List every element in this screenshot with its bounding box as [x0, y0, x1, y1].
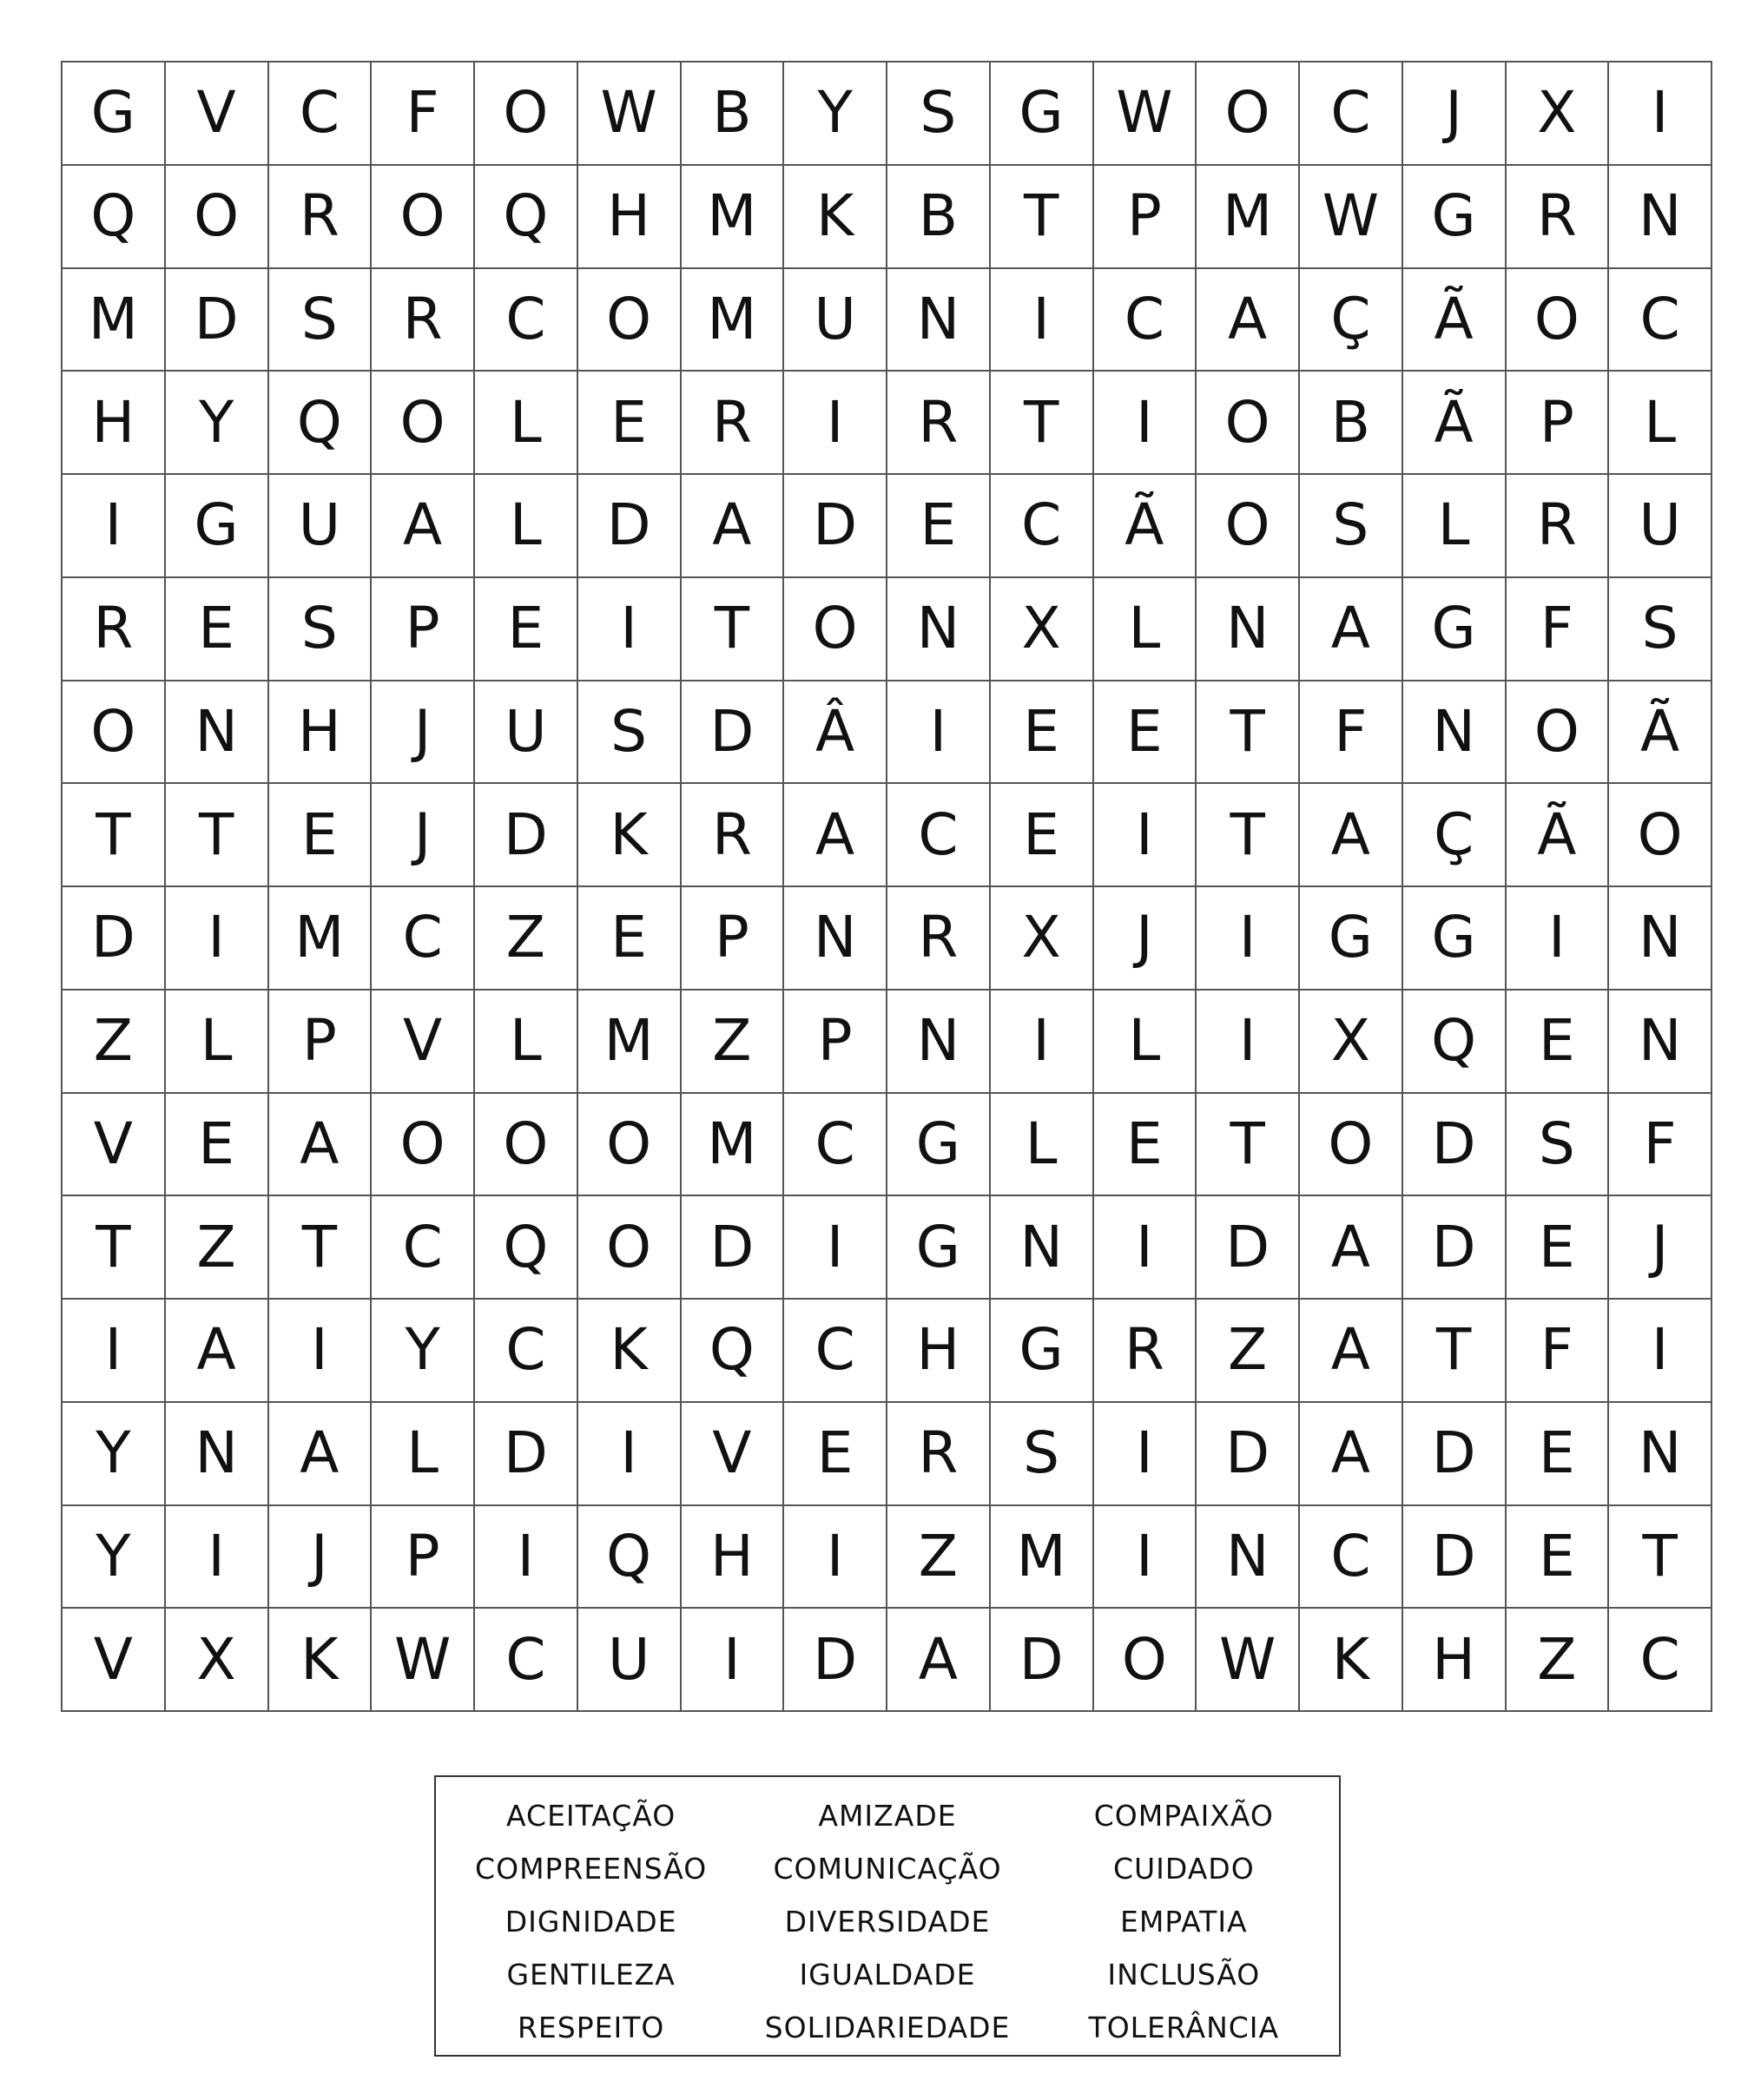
grid-cell[interactable]: X — [166, 1609, 269, 1712]
grid-cell[interactable]: C — [887, 784, 991, 887]
grid-cell[interactable]: I — [991, 991, 1094, 1094]
grid-cell[interactable]: S — [1507, 1094, 1610, 1197]
grid-cell[interactable]: Ã — [1609, 681, 1712, 785]
grid-cell[interactable]: I — [1507, 887, 1610, 991]
grid-cell[interactable]: G — [1403, 166, 1507, 269]
grid-cell[interactable]: C — [784, 1300, 887, 1403]
word-bank-item: CUIDADO — [1112, 1852, 1255, 1886]
grid-cell[interactable]: G — [1300, 887, 1403, 991]
grid-cell[interactable]: O — [372, 1094, 475, 1197]
grid-cell[interactable]: E — [1507, 1506, 1610, 1610]
grid-cell[interactable]: D — [1403, 1094, 1507, 1197]
grid-cell[interactable]: I — [63, 475, 166, 578]
grid-cell[interactable]: I — [1609, 1300, 1712, 1403]
grid-cell[interactable]: I — [784, 372, 887, 475]
grid-cell[interactable]: S — [991, 1403, 1094, 1506]
word-bank — [434, 1775, 1341, 2057]
grid-cell[interactable]: W — [372, 1609, 475, 1712]
grid-cell[interactable]: T — [1197, 681, 1300, 785]
grid-cell[interactable]: D — [1403, 1506, 1507, 1610]
grid-cell[interactable]: N — [991, 1196, 1094, 1300]
grid-cell[interactable]: Ã — [1403, 269, 1507, 372]
grid-cell[interactable]: E — [1507, 1403, 1610, 1506]
grid-cell[interactable]: Ã — [1403, 372, 1507, 475]
grid-cell[interactable]: F — [1300, 681, 1403, 785]
grid-cell[interactable]: R — [887, 1403, 991, 1506]
grid-cell[interactable]: G — [887, 1196, 991, 1300]
grid-cell[interactable]: O — [784, 578, 887, 681]
grid-cell[interactable]: J — [372, 681, 475, 785]
grid-cell[interactable]: I — [578, 1403, 682, 1506]
grid-cell[interactable]: I — [1094, 1196, 1197, 1300]
grid-cell[interactable]: U — [475, 681, 578, 785]
grid-cell[interactable]: A — [269, 1403, 373, 1506]
grid-cell[interactable]: J — [1609, 1196, 1712, 1300]
grid-cell[interactable]: B — [887, 166, 991, 269]
grid-cell[interactable]: O — [1197, 475, 1300, 578]
grid-cell[interactable]: V — [372, 991, 475, 1094]
grid-cell[interactable]: G — [991, 63, 1094, 166]
grid-cell[interactable]: W — [578, 63, 682, 166]
grid-cell[interactable]: L — [1609, 372, 1712, 475]
grid-cell[interactable]: X — [1507, 63, 1610, 166]
grid-cell[interactable]: Ç — [1300, 269, 1403, 372]
grid-cell[interactable]: R — [372, 269, 475, 372]
grid-cell[interactable]: L — [991, 1094, 1094, 1197]
grid-cell[interactable]: N — [1403, 681, 1507, 785]
grid-cell[interactable]: I — [887, 681, 991, 785]
grid-cell[interactable]: M — [63, 269, 166, 372]
grid-cell[interactable]: Y — [63, 1506, 166, 1610]
grid-cell[interactable]: L — [372, 1403, 475, 1506]
grid-cell[interactable]: X — [991, 578, 1094, 681]
grid-cell[interactable]: H — [269, 681, 373, 785]
grid-cell[interactable]: H — [1403, 1609, 1507, 1712]
grid-cell[interactable]: N — [166, 681, 269, 785]
grid-cell[interactable]: C — [1300, 63, 1403, 166]
grid-cell[interactable]: N — [1197, 578, 1300, 681]
grid-cell[interactable]: G — [63, 63, 166, 166]
grid-cell[interactable]: T — [1609, 1506, 1712, 1610]
grid-cell[interactable]: Ã — [1507, 784, 1610, 887]
grid-cell[interactable]: O — [1507, 269, 1610, 372]
letter-grid — [61, 61, 1712, 1712]
grid-cell[interactable]: Q — [578, 1506, 682, 1610]
grid-cell[interactable]: Q — [475, 166, 578, 269]
grid-cell[interactable]: O — [63, 681, 166, 785]
grid-cell[interactable]: R — [887, 372, 991, 475]
grid-cell[interactable]: R — [682, 784, 785, 887]
grid-cell[interactable]: F — [1507, 1300, 1610, 1403]
grid-cell[interactable]: O — [166, 166, 269, 269]
grid-cell[interactable]: T — [63, 1196, 166, 1300]
grid-cell[interactable]: E — [475, 578, 578, 681]
word-bank-item: IGUALDADE — [799, 1958, 976, 1991]
word-bank-item: ACEITAÇÃO — [506, 1799, 676, 1833]
grid-cell[interactable]: A — [1300, 784, 1403, 887]
grid-cell[interactable]: Y — [784, 63, 887, 166]
grid-cell[interactable]: C — [784, 1094, 887, 1197]
grid-cell[interactable]: Z — [682, 991, 785, 1094]
grid-cell[interactable]: A — [1300, 1403, 1403, 1506]
grid-cell[interactable]: C — [372, 1196, 475, 1300]
grid-cell[interactable]: C — [269, 63, 373, 166]
grid-cell[interactable]: S — [1300, 475, 1403, 578]
grid-cell[interactable]: D — [63, 887, 166, 991]
grid-cell[interactable]: T — [166, 784, 269, 887]
grid-cell[interactable]: B — [1300, 372, 1403, 475]
grid-cell[interactable]: J — [1094, 887, 1197, 991]
grid-cell[interactable]: T — [991, 166, 1094, 269]
grid-cell[interactable]: N — [784, 887, 887, 991]
grid-cell[interactable]: V — [63, 1609, 166, 1712]
grid-cell[interactable]: L — [475, 475, 578, 578]
grid-cell[interactable]: J — [269, 1506, 373, 1610]
grid-cell[interactable]: A — [166, 1300, 269, 1403]
grid-cell[interactable]: S — [269, 578, 373, 681]
grid-cell[interactable]: Q — [1403, 991, 1507, 1094]
grid-cell[interactable]: T — [1403, 1300, 1507, 1403]
grid-cell[interactable]: A — [1300, 1300, 1403, 1403]
grid-cell[interactable]: C — [475, 1300, 578, 1403]
grid-cell[interactable]: S — [269, 269, 373, 372]
grid-cell[interactable]: D — [784, 1609, 887, 1712]
grid-cell[interactable]: M — [1197, 166, 1300, 269]
grid-cell[interactable]: D — [1197, 1403, 1300, 1506]
grid-cell[interactable]: W — [1197, 1609, 1300, 1712]
grid-cell[interactable]: I — [1094, 1506, 1197, 1610]
grid-cell[interactable]: R — [63, 578, 166, 681]
grid-cell[interactable]: I — [166, 1506, 269, 1610]
grid-cell[interactable]: C — [1094, 269, 1197, 372]
grid-cell[interactable]: Z — [887, 1506, 991, 1610]
grid-cell[interactable]: D — [682, 1196, 785, 1300]
grid-cell[interactable]: I — [578, 578, 682, 681]
grid-cell[interactable]: A — [1197, 269, 1300, 372]
grid-cell[interactable]: B — [682, 63, 785, 166]
grid-cell[interactable]: M — [682, 166, 785, 269]
grid-cell[interactable]: N — [1609, 887, 1712, 991]
grid-cell[interactable]: D — [166, 269, 269, 372]
grid-cell[interactable]: T — [269, 1196, 373, 1300]
grid-cell[interactable]: R — [682, 372, 785, 475]
grid-cell[interactable]: T — [1197, 784, 1300, 887]
grid-cell[interactable]: U — [1609, 475, 1712, 578]
grid-cell[interactable]: I — [166, 887, 269, 991]
grid-cell[interactable]: A — [372, 475, 475, 578]
grid-cell[interactable]: C — [475, 269, 578, 372]
grid-cell[interactable]: W — [1094, 63, 1197, 166]
grid-cell[interactable]: I — [1094, 372, 1197, 475]
grid-cell[interactable]: L — [475, 372, 578, 475]
grid-cell[interactable]: I — [63, 1300, 166, 1403]
grid-cell[interactable]: P — [784, 991, 887, 1094]
grid-cell[interactable]: E — [166, 1094, 269, 1197]
grid-cell[interactable]: H — [887, 1300, 991, 1403]
grid-cell[interactable]: A — [1300, 578, 1403, 681]
grid-cell[interactable]: L — [1403, 475, 1507, 578]
grid-cell[interactable]: L — [1094, 991, 1197, 1094]
grid-cell[interactable]: V — [63, 1094, 166, 1197]
grid-cell[interactable]: C — [1609, 269, 1712, 372]
grid-cell[interactable]: S — [1609, 578, 1712, 681]
grid-cell[interactable]: T — [1197, 1094, 1300, 1197]
grid-cell[interactable]: E — [578, 887, 682, 991]
grid-cell[interactable]: Â — [784, 681, 887, 785]
grid-cell[interactable]: D — [1197, 1196, 1300, 1300]
grid-cell[interactable]: A — [1300, 1196, 1403, 1300]
grid-cell[interactable]: N — [887, 269, 991, 372]
grid-cell[interactable]: I — [269, 1300, 373, 1403]
grid-cell[interactable]: F — [1609, 1094, 1712, 1197]
grid-cell[interactable]: P — [1094, 166, 1197, 269]
grid-cell[interactable]: U — [578, 1609, 682, 1712]
grid-cell[interactable]: X — [991, 887, 1094, 991]
grid-cell[interactable]: D — [578, 475, 682, 578]
grid-cell[interactable]: G — [991, 1300, 1094, 1403]
grid-cell[interactable]: E — [1507, 1196, 1610, 1300]
word-bank-item: SOLIDARIEDADE — [764, 2011, 1011, 2044]
grid-cell[interactable]: E — [1094, 1094, 1197, 1197]
grid-cell[interactable]: D — [784, 475, 887, 578]
grid-cell[interactable]: E — [166, 578, 269, 681]
grid-cell[interactable]: P — [682, 887, 785, 991]
grid-cell[interactable]: G — [166, 475, 269, 578]
grid-cell[interactable]: R — [1507, 166, 1610, 269]
grid-cell[interactable]: D — [682, 681, 785, 785]
grid-cell[interactable]: Q — [475, 1196, 578, 1300]
grid-cell[interactable]: N — [887, 578, 991, 681]
grid-cell[interactable]: X — [1300, 991, 1403, 1094]
grid-cell[interactable]: I — [1609, 63, 1712, 166]
grid-cell[interactable]: N — [1197, 1506, 1300, 1610]
grid-cell[interactable]: I — [1094, 784, 1197, 887]
grid-cell[interactable]: Z — [166, 1196, 269, 1300]
grid-cell[interactable]: F — [372, 63, 475, 166]
word-bank-item: COMPREENSÃO — [475, 1852, 708, 1886]
grid-cell[interactable]: Z — [63, 991, 166, 1094]
grid-cell[interactable]: I — [991, 269, 1094, 372]
grid-cell[interactable]: O — [475, 63, 578, 166]
grid-cell[interactable]: Y — [166, 372, 269, 475]
word-bank-item: COMPAIXÃO — [1093, 1799, 1274, 1833]
grid-cell[interactable]: I — [1197, 991, 1300, 1094]
grid-cell[interactable]: O — [1507, 681, 1610, 785]
grid-cell[interactable]: I — [784, 1506, 887, 1610]
grid-cell[interactable]: J — [1403, 63, 1507, 166]
grid-cell[interactable]: K — [1300, 1609, 1403, 1712]
grid-cell[interactable]: N — [1609, 166, 1712, 269]
grid-cell[interactable]: K — [578, 1300, 682, 1403]
grid-cell[interactable]: A — [682, 475, 785, 578]
grid-cell[interactable]: Z — [1507, 1609, 1610, 1712]
word-bank-item: EMPATIA — [1120, 1905, 1248, 1939]
grid-cell[interactable]: E — [991, 681, 1094, 785]
grid-cell[interactable]: C — [1300, 1506, 1403, 1610]
grid-cell[interactable]: P — [269, 991, 373, 1094]
grid-cell[interactable]: D — [991, 1609, 1094, 1712]
grid-cell[interactable]: Y — [63, 1403, 166, 1506]
grid-cell[interactable]: C — [372, 887, 475, 991]
grid-cell[interactable]: F — [1507, 578, 1610, 681]
grid-cell[interactable]: O — [1094, 1609, 1197, 1712]
grid-cell[interactable]: E — [991, 784, 1094, 887]
grid-cell[interactable]: O — [1197, 63, 1300, 166]
grid-cell[interactable]: A — [784, 784, 887, 887]
grid-cell[interactable]: R — [1507, 475, 1610, 578]
grid-cell[interactable]: P — [372, 578, 475, 681]
grid-cell[interactable]: E — [578, 372, 682, 475]
grid-cell[interactable]: E — [1094, 681, 1197, 785]
grid-cell[interactable]: O — [1300, 1094, 1403, 1197]
grid-cell[interactable]: S — [887, 63, 991, 166]
grid-cell[interactable]: S — [578, 681, 682, 785]
grid-cell[interactable]: Z — [475, 887, 578, 991]
grid-cell[interactable]: R — [269, 166, 373, 269]
grid-cell[interactable]: R — [887, 887, 991, 991]
grid-cell[interactable]: R — [1094, 1300, 1197, 1403]
grid-cell[interactable]: H — [63, 372, 166, 475]
grid-cell[interactable]: N — [1609, 1403, 1712, 1506]
grid-cell[interactable]: E — [1507, 991, 1610, 1094]
word-bank-item: RESPEITO — [517, 2011, 665, 2044]
grid-cell[interactable]: E — [887, 475, 991, 578]
grid-cell[interactable]: A — [269, 1094, 373, 1197]
grid-cell[interactable]: U — [269, 475, 373, 578]
grid-cell[interactable]: L — [1094, 578, 1197, 681]
grid-cell[interactable]: L — [166, 991, 269, 1094]
grid-cell[interactable]: H — [682, 1506, 785, 1610]
grid-cell[interactable]: D — [475, 784, 578, 887]
grid-cell[interactable]: Z — [1197, 1300, 1300, 1403]
grid-cell[interactable]: Ç — [1403, 784, 1507, 887]
grid-cell[interactable]: D — [1403, 1196, 1507, 1300]
grid-cell[interactable]: J — [372, 784, 475, 887]
grid-cell[interactable]: I — [475, 1506, 578, 1610]
grid-cell[interactable]: N — [887, 991, 991, 1094]
grid-cell[interactable]: C — [475, 1609, 578, 1712]
grid-cell[interactable]: A — [887, 1609, 991, 1712]
grid-cell[interactable]: N — [166, 1403, 269, 1506]
word-bank-item: DIVERSIDADE — [784, 1905, 991, 1939]
word-bank-item: DIGNIDADE — [505, 1905, 677, 1939]
grid-cell[interactable]: N — [1609, 991, 1712, 1094]
grid-cell[interactable]: T — [63, 784, 166, 887]
grid-cell[interactable]: P — [372, 1506, 475, 1610]
word-bank-item: COMUNICAÇÃO — [773, 1852, 1002, 1886]
grid-cell[interactable]: I — [1197, 887, 1300, 991]
grid-cell[interactable]: W — [1300, 166, 1403, 269]
grid-cell[interactable]: I — [1094, 1403, 1197, 1506]
grid-cell[interactable]: M — [991, 1506, 1094, 1610]
grid-cell[interactable]: O — [1197, 372, 1300, 475]
grid-cell[interactable]: V — [682, 1403, 785, 1506]
grid-cell[interactable]: T — [682, 578, 785, 681]
grid-cell[interactable]: C — [991, 475, 1094, 578]
grid-cell[interactable]: O — [1609, 784, 1712, 887]
grid-cell[interactable]: E — [269, 784, 373, 887]
word-bank-item: GENTILEZA — [506, 1958, 676, 1991]
grid-cell[interactable]: T — [991, 372, 1094, 475]
grid-cell[interactable]: I — [784, 1196, 887, 1300]
grid-cell[interactable]: D — [475, 1403, 578, 1506]
grid-cell[interactable]: Q — [63, 166, 166, 269]
grid-cell[interactable]: G — [1403, 578, 1507, 681]
grid-cell[interactable]: Y — [372, 1300, 475, 1403]
word-bank-item: AMIZADE — [818, 1799, 957, 1833]
grid-cell[interactable]: E — [784, 1403, 887, 1506]
grid-cell[interactable]: O — [372, 372, 475, 475]
grid-cell[interactable]: V — [166, 63, 269, 166]
grid-cell[interactable]: K — [784, 166, 887, 269]
grid-cell[interactable]: I — [682, 1609, 785, 1712]
grid-cell[interactable]: Ã — [1094, 475, 1197, 578]
grid-cell[interactable]: O — [578, 1094, 682, 1197]
grid-cell[interactable]: O — [578, 269, 682, 372]
grid-cell[interactable]: Q — [269, 372, 373, 475]
grid-cell[interactable]: O — [475, 1094, 578, 1197]
grid-cell[interactable]: O — [372, 166, 475, 269]
grid-cell[interactable]: M — [682, 1094, 785, 1197]
grid-cell[interactable]: U — [784, 269, 887, 372]
grid-cell[interactable]: M — [269, 887, 373, 991]
word-bank-item: INCLUSÃO — [1107, 1958, 1261, 1991]
grid-cell[interactable]: H — [578, 166, 682, 269]
grid-cell[interactable]: M — [682, 269, 785, 372]
grid-cell[interactable]: G — [1403, 887, 1507, 991]
grid-cell[interactable]: D — [1403, 1403, 1507, 1506]
grid-cell[interactable]: G — [887, 1094, 991, 1197]
grid-cell[interactable]: C — [1609, 1609, 1712, 1712]
grid-cell[interactable]: P — [1507, 372, 1610, 475]
grid-cell[interactable]: L — [475, 991, 578, 1094]
word-bank-item: TOLERÂNCIA — [1088, 2011, 1280, 2044]
grid-cell[interactable]: Q — [682, 1300, 785, 1403]
grid-cell[interactable]: O — [578, 1196, 682, 1300]
grid-cell[interactable]: K — [578, 784, 682, 887]
grid-cell[interactable]: M — [578, 991, 682, 1094]
grid-cell[interactable]: K — [269, 1609, 373, 1712]
